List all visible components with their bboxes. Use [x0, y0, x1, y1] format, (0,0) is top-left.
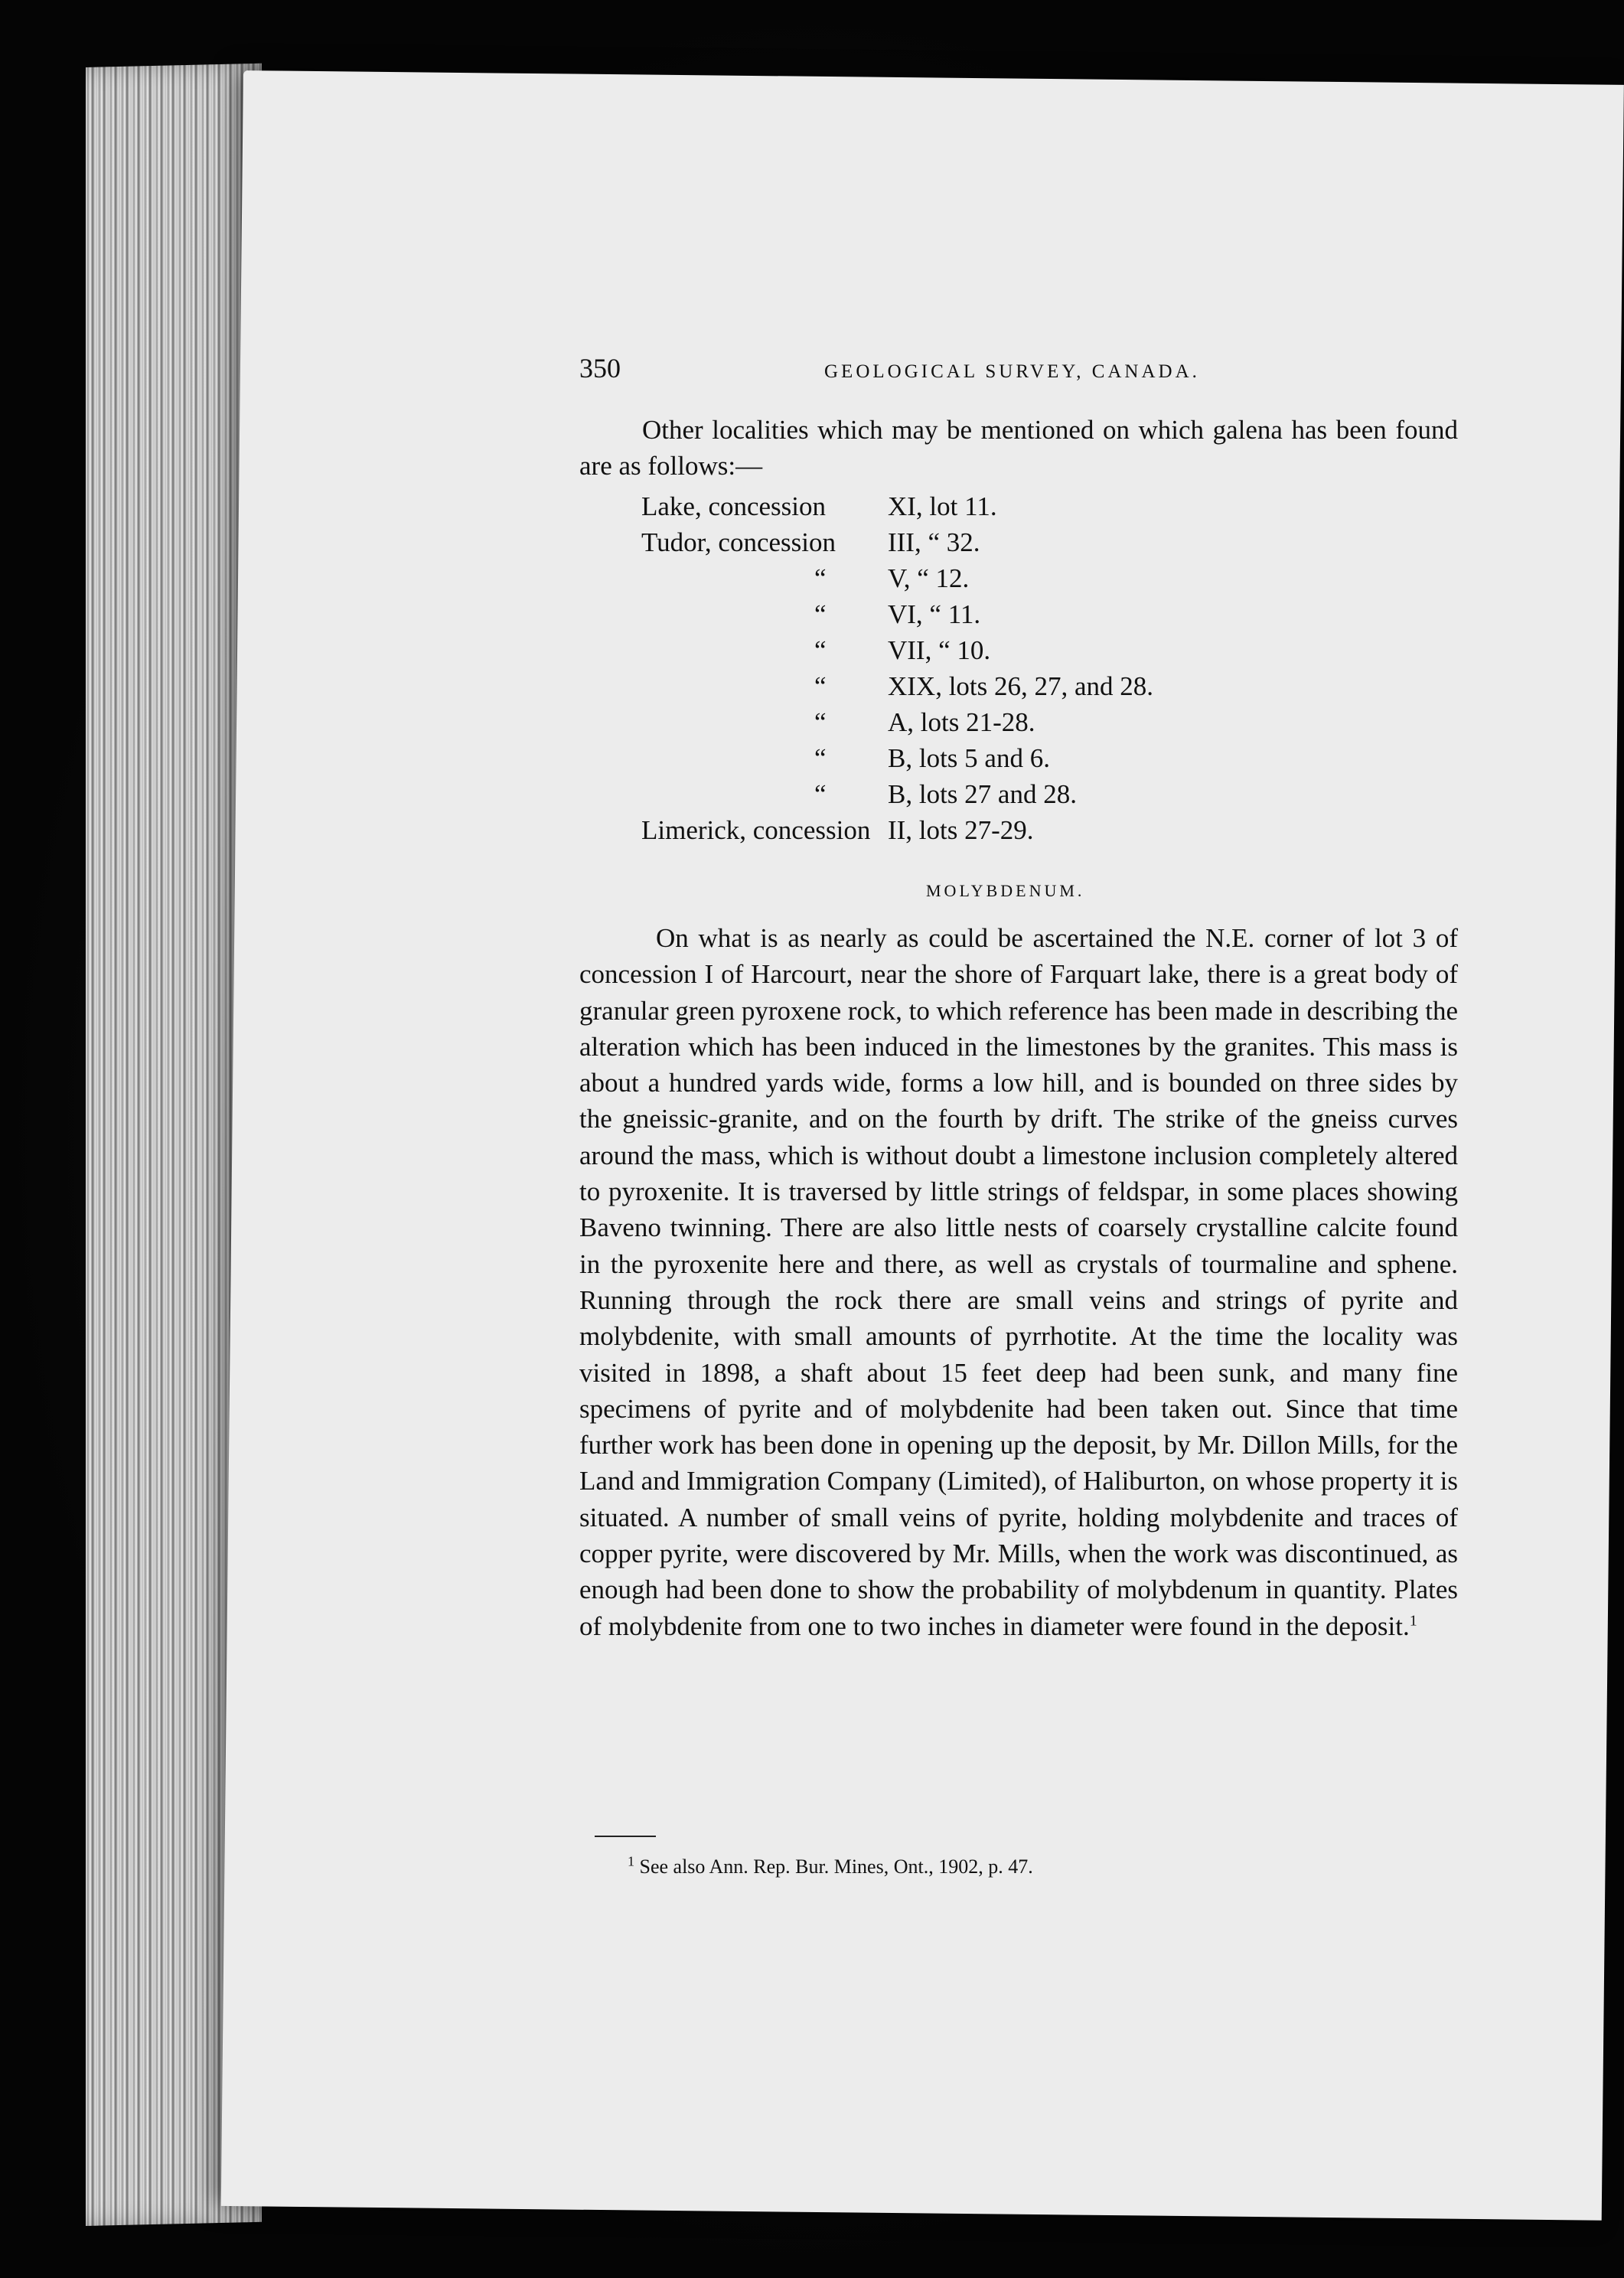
footnote-marker: 1 [628, 1853, 634, 1869]
locality-detail: VI, “ 11. [888, 599, 981, 629]
footnote-rule [595, 1836, 656, 1837]
locality-detail: VII, “ 10. [888, 635, 991, 665]
ditto-mark: “ [814, 671, 827, 701]
ditto-mark: “ [814, 563, 827, 593]
footnote [628, 1855, 1033, 1878]
page-header [579, 351, 1467, 381]
locality-place: Tudor, concession [641, 527, 836, 557]
body-paragraph [579, 920, 1458, 1644]
section-heading: MOLYBDENUM. [926, 881, 1085, 900]
running-title: GEOLOGICAL SURVEY, CANADA. [824, 361, 1200, 382]
locality-place: Limerick, concession [641, 815, 871, 845]
footnote-reference: 1 [1409, 1611, 1417, 1629]
locality-detail: XI, lot 11. [888, 491, 997, 521]
locality-detail: V, “ 12. [888, 563, 970, 593]
locality-detail: XIX, lots 26, 27, and 28. [888, 671, 1154, 701]
ditto-mark: “ [814, 635, 827, 665]
page-number: 350 [579, 353, 621, 383]
ditto-mark: “ [814, 707, 827, 737]
locality-detail: III, “ 32. [888, 527, 980, 557]
intro-paragraph: Other localities which may be mentioned on which galena has been found are as follows:— [579, 415, 1458, 481]
ditto-mark: “ [814, 743, 827, 773]
locality-detail: B, lots 5 and 6. [888, 743, 1050, 773]
locality-place: Lake, concession [641, 491, 827, 521]
locality-detail: A, lots 21-28. [888, 707, 1035, 737]
ditto-mark: “ [814, 599, 827, 629]
ditto-mark: “ [814, 779, 827, 809]
footnote-text: See also Ann. Rep. Bur. Mines, Ont., 1902, p. 47. [639, 1855, 1033, 1878]
body-text: On what is as nearly as could be ascertained the N.E. corner of lot 3 of concession I of Harcourt, near the shore of Farquart lake, there is a great body of granular green pyroxene rock, to which reference has been made in describing the alteration which has been induced in the limestones by the granites. This mass is about a hundred yards wide, forms a low hill, and is bounded on three sides by the gneissic-granite, and on the fourth by drift. The strike of the gneiss curves around the mass, which is without doubt a limestone inclusion completely altered to pyroxenite. It is traversed by little strings of feldspar, in some places showing Baveno twinning. There are also little nests of coarsely crystalline calcite found in the pyroxenite here and there, as well as crystals of tourmaline and sphene. Running through the rock there are small veins and strings of pyrite and molybdenite, with small amounts of pyrrhotite. At the time the locality was visited in 1898, a shaft about 15 feet deep had been sunk, and many fine specimens of pyrite and of molybdenite had been taken out. Since that time further work has been done in opening up the deposit, by Mr. Dillon Mills, for the Land and Immigration Company (Limited), of Haliburton, on whose property it is situated. A number of small veins of pyrite, holding molybdenite and traces of copper pyrite, were discovered by Mr. Mills, when the work was discontinued, as enough had been done to show the probability of molybdenum in quantity. Plates of molybdenite from one to two inches in diameter were found in the deposit. [579, 923, 1458, 1641]
locality-detail: II, lots 27-29. [888, 815, 1034, 845]
locality-detail: B, lots 27 and 28. [888, 779, 1077, 809]
